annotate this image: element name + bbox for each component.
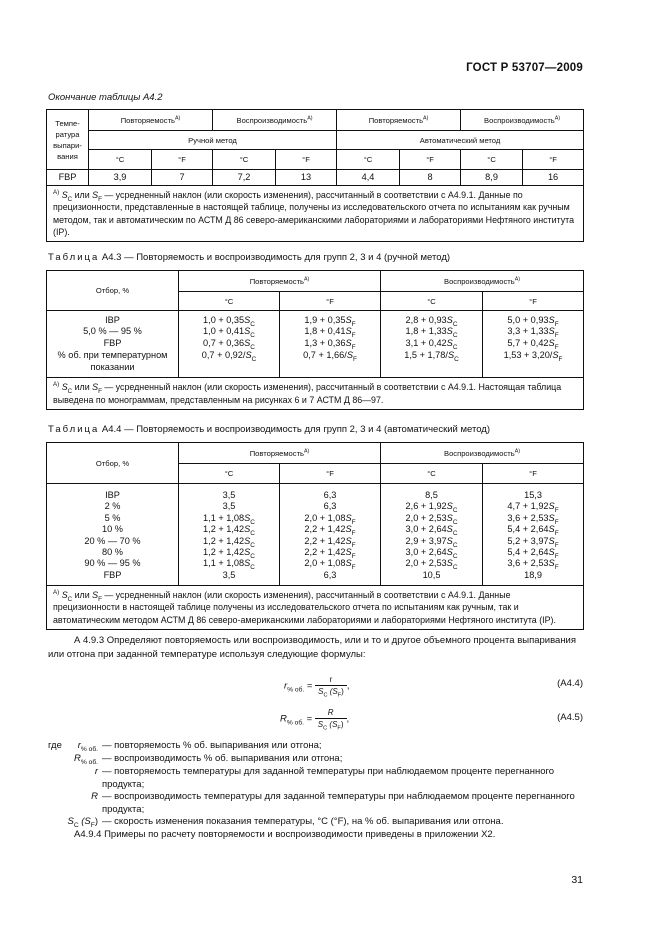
t44-cell: $3,6 + 2,53S_F$ xyxy=(507,558,559,572)
t44-row-label: 10 % xyxy=(102,524,123,535)
t43-cell: $3,1 + 0,42S_C$ xyxy=(405,338,458,351)
t44-cell: $1,2 + 1,42S_C$ xyxy=(203,524,255,537)
t43-row-label: 5,0 % — 95 % xyxy=(83,326,142,337)
t44-cell: $3,0 + 2,64S_C$ xyxy=(405,546,458,560)
t43-cell: $1,53 + 3,20/S_F$ xyxy=(503,349,563,363)
t44-row-label: 20 % — 70 % xyxy=(84,535,141,546)
t42-cell: 8 xyxy=(400,170,461,186)
t42-cell: 13 xyxy=(276,170,337,186)
t42-unit: °F xyxy=(523,150,584,170)
t44-row-label: 2 % xyxy=(104,501,121,512)
t44-cell: $2,2 + 1,42S_F$ xyxy=(304,546,356,560)
t42-cell: 8,9 xyxy=(461,170,523,186)
table-a44-caption: Таблица А4.4 — Повторяемость и воспроизводимость для групп 2, 3 и 4 (автоматический метод) xyxy=(48,424,490,435)
t44-row-label: 90 % — 95 % xyxy=(84,558,141,569)
t44-cell: $2,0 + 1,08S_F$ xyxy=(304,558,356,572)
t44-cell: $4,7 + 1,92S_F$ xyxy=(507,501,559,515)
t44-cell: $2,0 + 2,53S_C$ xyxy=(405,512,458,526)
t43-unit: °С xyxy=(179,292,280,311)
t42-cell: 4,4 xyxy=(337,170,400,186)
t43-cell: $1,0 + 0,35S_C$ xyxy=(203,314,255,328)
formula-a45: $R_{\% об.}$ = $\frac{R}{S_C (S_F)}$ , xyxy=(280,708,350,732)
t44-cell: $5,4 + 2,64S_F$ xyxy=(507,524,559,537)
t44-cell: $1,2 + 1,42S_C$ xyxy=(203,546,255,560)
t44-labels xyxy=(47,484,179,586)
t42-unit: °С xyxy=(461,150,523,170)
t44-cell: $2,2 + 1,42S_F$ xyxy=(304,524,356,537)
t44-footnote: $^{А)}$ $S_C$ или $S_F$ — усредненный наклон (или скорость изменения), рассчитанный в соответствии с А4.9.1. Данные прецизионности в настоящей таблице получены из исследовательского отчета по испытаниям как ручным, так и автоматическим методом АСТМ Д 86 северо-американскими лабораториями и лабораториями Нефтяного института (IP). xyxy=(47,586,584,630)
t44-cell: 3,5 xyxy=(222,501,236,512)
t44-cell: 6,3 xyxy=(323,501,337,512)
t44-cell: $3,6 + 2,53S_F$ xyxy=(507,512,559,526)
page-number: 31 xyxy=(571,874,583,886)
t42-cell: 16 xyxy=(523,170,584,186)
t44-unit: °С xyxy=(179,464,280,484)
t42-manual-rep-header: Повторяемость$^{А)}$ xyxy=(89,110,213,131)
t43-row-label: % об. при температурном показании xyxy=(57,349,168,372)
t42-unit: °С xyxy=(89,150,152,170)
t43-row-label: IBP xyxy=(105,314,120,325)
t42-footnote: $^{А)}$ $S_C$ или $S_F$ — усредненный наклон (или скорость изменения), рассчитанный в соответствии с А4.9.1. Данные по прецизионности, представленные в настоящей таблице, получены из исследовательского отчета по испытаниям как ручным методом, так и автоматическим по АСТМ Д 86 северо-американскими лабораториями и лабораториями Нефтяного института (IP). xyxy=(47,186,584,242)
t43-rep-header: Повторяемость$^{А)}$ xyxy=(179,271,381,292)
t43-cell: $1,8 + 1,33S_C$ xyxy=(405,326,458,340)
t44-cell: $3,0 + 2,64S_C$ xyxy=(405,524,458,537)
t42-unit: °С xyxy=(337,150,400,170)
t43-repro-header: Воспроизводимость$^{А)}$ xyxy=(381,271,584,292)
t44-cell: $5,2 + 3,97S_F$ xyxy=(507,535,559,549)
formula-a44-number: (А4.4) xyxy=(557,678,583,689)
t44-repro-header: Воспроизводимость$^{А)}$ xyxy=(381,443,584,464)
t42-auto-rep-header: Повторяемость$^{А)}$ xyxy=(337,110,461,131)
t44-unit: °F xyxy=(483,464,584,484)
t44-cell: $5,4 + 2,64S_F$ xyxy=(507,546,559,560)
t42-cell: 7 xyxy=(152,170,213,186)
table-a42 xyxy=(46,109,584,242)
paragraph-a493: А 4.9.3 Определяют повторяемость или воспроизводимость, или и то и другое объемного процента выпаривания или отгона при заданной температуре используя следующие формулы: xyxy=(48,635,577,660)
paragraph-a494: А4.9.4 Примеры по расчету повторяемости и воспроизводимости приведены в приложении Х2. xyxy=(74,829,496,840)
t44-cell: 3,5 xyxy=(222,489,236,500)
t44-col-f-rep xyxy=(280,484,381,586)
t43-col-f-repro xyxy=(483,311,584,378)
t44-cell: $2,0 + 2,53S_C$ xyxy=(405,558,458,572)
t43-row-label: FBP xyxy=(103,338,122,349)
t43-footnote: $^{А)}$ $S_C$ или $S_F$ — усредненный наклон (или скорость изменения), рассчитанный в соответствии с А4.9.1. Настоящая таблица выведена по монограммам, представленным на рисунках 6 и 7 АСТМ Д 86—97. xyxy=(47,378,584,410)
t42-col-temperature: Темпе- ратура выпари- вания xyxy=(47,110,89,170)
t43-unit: °F xyxy=(483,292,584,311)
t42-manual-repro-header: Воспроизводимость$^{А)}$ xyxy=(213,110,337,131)
legend: где $r_{\% об.}$ — повторяемость % об. выпаривания или отгона; $R_{\% об.}$ — воспроизводимость % об. выпаривания или отгона; r — повторяемость температуры для заданной температуры при наблюдаемом проценте перегнанного продукта; R — воспроизводимость температуры для заданной температуры при наблюдаемом проценте перегнанного продукта; $S_C$ $(S_F)$ — скорость изменения показания температуры, °С (°F), на % об. выпаривания или отгона. xyxy=(48,740,575,829)
t42-manual-method: Ручной метод xyxy=(89,131,337,150)
t44-cell: 8,5 xyxy=(425,489,438,500)
t44-cell: $2,2 + 1,42S_F$ xyxy=(304,535,356,549)
t42-unit: °F xyxy=(400,150,461,170)
formula-a44: $r_{\% об.}$ = $\frac{r}{S_C (S_F)}$ , xyxy=(284,675,350,699)
legend-where: где xyxy=(48,740,62,751)
t43-unit: °С xyxy=(381,292,483,311)
t43-cell: $0,7 + 1,66/S_F$ xyxy=(303,349,357,363)
t44-row-label: 80 % xyxy=(102,546,123,557)
t43-cell: $5,0 + 0,93S_F$ xyxy=(507,314,559,328)
t44-cell: $2,9 + 3,97S_C$ xyxy=(405,535,458,549)
t44-cell: 6,3 xyxy=(323,569,337,580)
t44-col-c-repro xyxy=(381,484,483,586)
table-a44 xyxy=(46,442,584,630)
t44-rep-header: Повторяемость$^{А)}$ xyxy=(179,443,381,464)
t42-unit: °F xyxy=(276,150,337,170)
t43-cell: $1,0 + 0,41S_C$ xyxy=(203,326,255,340)
t43-col-c-repro xyxy=(381,311,483,378)
t43-cell: $1,8 + 0,41S_F$ xyxy=(304,326,356,340)
t44-cell: $1,1 + 1,08S_C$ xyxy=(203,512,255,526)
t42-unit: °F xyxy=(152,150,213,170)
t43-col-c-rep xyxy=(179,311,280,378)
t42-auto-method: Автоматический метод xyxy=(337,131,584,150)
t43-unit: °F xyxy=(280,292,381,311)
t44-col-f-repro xyxy=(483,484,584,586)
t44-unit: °С xyxy=(381,464,483,484)
t42-auto-repro-header: Воспроизводимость$^{А)}$ xyxy=(461,110,584,131)
t44-col-c-rep xyxy=(179,484,280,586)
standard-number: ГОСТ Р 53707—2009 xyxy=(466,62,583,74)
t43-cell: $0,7 + 0,36S_C$ xyxy=(203,338,255,351)
t43-labels xyxy=(47,311,179,378)
t43-cell: $5,7 + 0,42S_F$ xyxy=(507,338,559,351)
formula-a45-number: (А4.5) xyxy=(557,712,583,723)
table-a43-caption: Таблица А4.3 — Повторяемость и воспроизводимость для групп 2, 3 и 4 (ручной метод) xyxy=(48,252,451,263)
t44-row-label: FBP xyxy=(103,569,122,580)
t44-cell: 10,5 xyxy=(422,569,441,580)
t43-cell: $2,8 + 0,93S_C$ xyxy=(405,314,458,328)
t44-col-sampling: Отбор, % xyxy=(47,443,179,484)
t43-col-sampling: Отбор, % xyxy=(47,271,179,311)
t44-unit: °F xyxy=(280,464,381,484)
t43-cell: $3,3 + 1,33S_F$ xyxy=(507,326,559,340)
t44-cell: 18,9 xyxy=(524,569,542,580)
t43-cell: $1,5 + 1,78/S_C$ xyxy=(404,349,459,363)
t44-row-label: IBP xyxy=(105,489,120,500)
t43-col-f-rep xyxy=(280,311,381,378)
table-a42-caption: Окончание таблицы А4.2 xyxy=(48,92,163,103)
t43-cell: $1,9 + 0,35S_F$ xyxy=(304,314,356,328)
t44-cell: $2,0 + 1,08S_F$ xyxy=(304,512,356,526)
t44-cell: 6,3 xyxy=(323,489,337,500)
t42-cell: 3,9 xyxy=(89,170,152,186)
t42-cell: 7,2 xyxy=(213,170,276,186)
t44-row-label: 5 % xyxy=(104,512,121,523)
t44-cell: $2,6 + 1,92S_C$ xyxy=(405,501,458,515)
table-a43 xyxy=(46,270,584,410)
t44-cell: $1,1 + 1,08S_C$ xyxy=(203,558,255,572)
t44-cell: 3,5 xyxy=(222,569,236,580)
t43-cell: $0,7 + 0,92/S_C$ xyxy=(201,349,257,363)
t43-cell: $1,3 + 0,36S_F$ xyxy=(304,338,356,351)
t44-cell: $1,2 + 1,42S_C$ xyxy=(203,535,255,549)
t42-unit: °С xyxy=(213,150,276,170)
t44-cell: 15,3 xyxy=(524,489,542,500)
t42-row-label: FBP xyxy=(47,170,89,186)
